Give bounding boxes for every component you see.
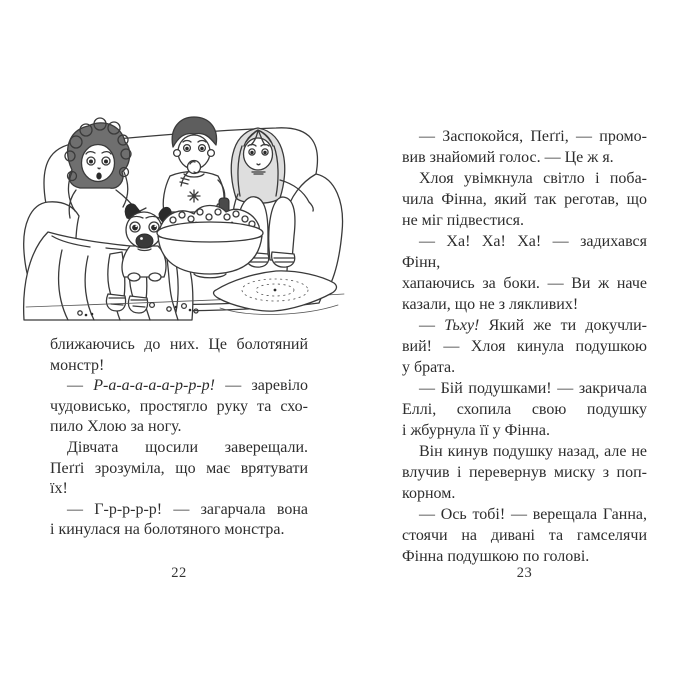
text-line — [402, 504, 647, 525]
left-page-number: 22 — [171, 565, 187, 581]
text-segment: — Заспокойся, Пеґґі, — промо- — [419, 128, 647, 145]
text-segment: Фінна подушкою по голові. — [402, 548, 590, 565]
text-line — [402, 189, 647, 210]
text-line — [402, 147, 647, 168]
text-line — [402, 378, 647, 399]
text-line — [50, 438, 308, 459]
text-segment: Який же ти докучли- — [479, 317, 647, 334]
text-segment: монстр! — [50, 356, 105, 374]
text-segment: ближаючись до них. Це болотяний — [50, 336, 308, 353]
text-segment: — Г-р-р-р-р! — загарчала вона — [67, 500, 308, 518]
text-line — [50, 356, 308, 377]
text-segment: — Ха! Ха! Ха! — задихався Фінн, — [402, 233, 647, 271]
text-line — [402, 315, 647, 336]
text-line — [402, 294, 647, 315]
text-line — [402, 399, 647, 420]
text-line — [50, 459, 308, 480]
text-line — [402, 231, 647, 273]
text-line — [402, 210, 647, 231]
text-line — [402, 525, 647, 546]
text-segment: хапаючись за боки. — Ви ж наче — [402, 275, 647, 292]
text-segment: чила Фінна, який так реготав, що — [402, 191, 647, 208]
text-line — [50, 376, 308, 397]
text-segment: у брата. — [402, 359, 456, 376]
text-segment: влучив і перевернув миску з поп- — [402, 464, 647, 481]
text-segment: вив знайомий голос. — Це ж я. — [402, 149, 614, 166]
italic-text: Тьху! — [444, 317, 480, 334]
text-segment: Пеґґі зрозуміла, що має врятувати — [50, 459, 308, 477]
text-segment: казали, що не з лякливих! — [402, 296, 579, 313]
text-segment: не міг підвестися. — [402, 212, 525, 229]
text-segment: — Ось тобі! — верещала Ганна, — [419, 506, 647, 523]
couch-illustration — [18, 84, 352, 324]
text-line — [402, 546, 647, 567]
text-segment: — Бій подушками! — закричала — [419, 380, 647, 397]
text-line — [50, 479, 308, 500]
text-line — [50, 520, 308, 541]
right-page-number: 23 — [516, 565, 533, 581]
text-line — [402, 462, 647, 483]
text-segment: Дівчата щосили заверещали. — [67, 438, 308, 456]
text-segment: пило Хлою за ногу. — [50, 418, 182, 436]
text-segment: Він кинув подушку назад, але не — [419, 443, 647, 460]
boy-middle — [163, 117, 229, 215]
text-line — [402, 441, 647, 462]
couch-illustration-svg — [18, 84, 352, 324]
text-segment: корном. — [402, 485, 456, 502]
text-segment: стоячи на дивані та гамселячи — [402, 527, 647, 544]
text-segment: Еллі, схопила свою подушку — [402, 401, 647, 418]
text-segment: вий! — Хлоя кинула подушкою — [402, 338, 647, 355]
text-line — [402, 273, 647, 294]
floor-cushion — [214, 271, 338, 315]
text-segment: і кинулася на болотяного монстра. — [50, 521, 285, 539]
text-line — [402, 168, 647, 189]
text-segment: — — [67, 377, 94, 395]
text-line — [402, 483, 647, 504]
text-line — [402, 420, 647, 441]
right-page-text — [402, 126, 647, 567]
text-segment: — — [419, 317, 445, 334]
left-page-text — [50, 335, 308, 541]
text-line — [50, 397, 308, 418]
text-line — [402, 126, 647, 147]
text-line — [50, 417, 308, 438]
italic-text: Р-а-а-а-а-а-р-р-р! — [93, 377, 215, 395]
text-line — [50, 500, 308, 521]
girl-left — [65, 118, 148, 218]
text-line — [50, 335, 308, 356]
text-segment: — заревіло — [214, 377, 308, 395]
text-line — [402, 336, 647, 357]
text-segment: чудовисько, простягло руку та схо- — [50, 397, 308, 415]
text-segment: і жбурнула її у Фінна. — [402, 422, 550, 439]
text-segment: Хлоя увімкнула світло і поба- — [419, 170, 647, 187]
text-line — [402, 357, 647, 378]
text-segment: їх! — [50, 480, 68, 498]
